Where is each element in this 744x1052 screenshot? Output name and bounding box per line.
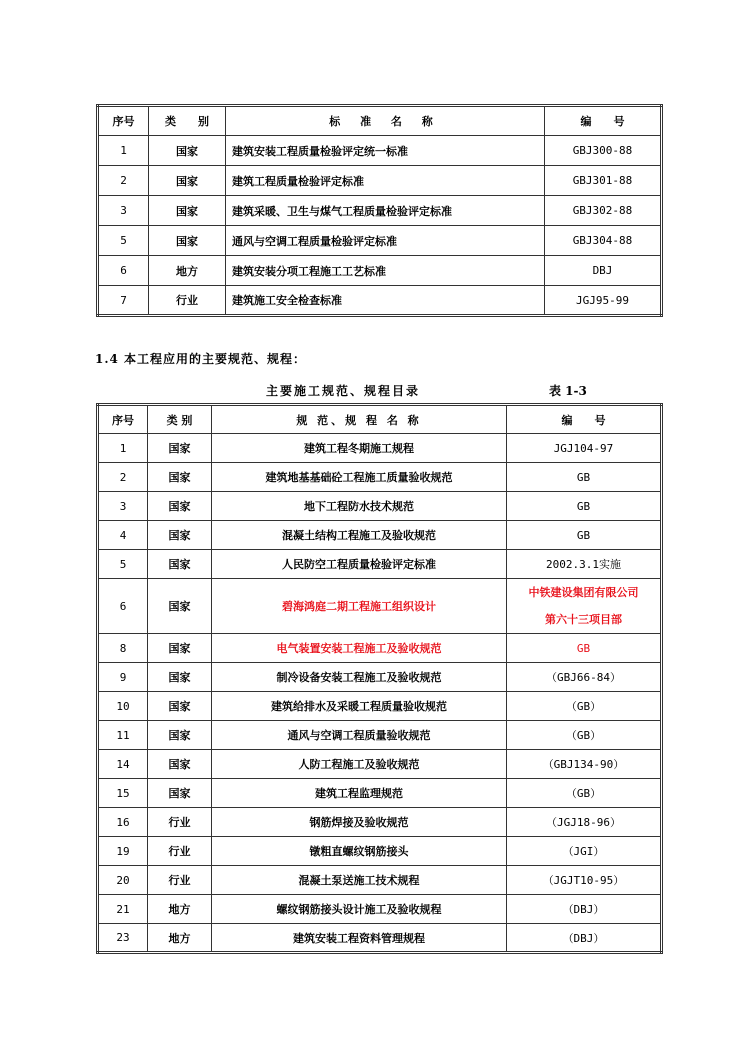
cell-category: 国家 xyxy=(148,521,212,550)
cell-code: （JGJT10-95） xyxy=(507,866,662,895)
cell-name: 螺纹钢筋接头设计施工及验收规程 xyxy=(212,895,507,924)
table-row xyxy=(98,866,662,895)
cell-code: GB xyxy=(507,634,662,663)
cell-name: 电气装置安装工程施工及验收规范 xyxy=(212,634,507,663)
cell-name: 建筑工程质量检验评定标准 xyxy=(226,166,545,196)
section-heading: 1.4 本工程应用的主要规范、规程： xyxy=(95,352,307,366)
cell-code: （DBJ） xyxy=(507,895,662,924)
cell-name: 建筑工程监理规范 xyxy=(212,779,507,808)
table-row xyxy=(98,663,662,692)
header-seq: 序号 xyxy=(98,405,148,434)
cell-code: JGJ104-97 xyxy=(507,434,662,463)
cell-category: 国家 xyxy=(148,692,212,721)
cell-code: DBJ xyxy=(545,256,662,286)
cell-seq: 16 xyxy=(98,808,148,837)
cell-code: （GBJ66-84） xyxy=(507,663,662,692)
cell-code: （JGI） xyxy=(507,837,662,866)
cell-name: 碧海鸿庭二期工程施工组织设计 xyxy=(212,579,507,634)
cell-seq: 23 xyxy=(98,924,148,953)
cell-code: （GBJ134-90） xyxy=(507,750,662,779)
cell-name: 建筑采暖、卫生与煤气工程质量检验评定标准 xyxy=(226,196,545,226)
cell-category: 行业 xyxy=(148,808,212,837)
table-row xyxy=(98,196,662,226)
cell-name: 混凝土结构工程施工及验收规范 xyxy=(212,521,507,550)
cell-seq: 5 xyxy=(98,226,149,256)
table-row xyxy=(98,136,662,166)
cell-code: 2002.3.1实施 xyxy=(507,550,662,579)
cell-category: 行业 xyxy=(148,837,212,866)
cell-seq: 6 xyxy=(98,579,148,634)
cell-seq: 11 xyxy=(98,721,148,750)
cell-category: 国家 xyxy=(149,226,226,256)
header-name: 规 范、规 程 名 称 xyxy=(212,405,507,434)
table-row-highlighted xyxy=(98,634,662,663)
cell-code: （GB） xyxy=(507,779,662,808)
cell-code: GBJ300-88 xyxy=(545,136,662,166)
cell-name: 建筑地基基础砼工程施工质量验收规范 xyxy=(212,463,507,492)
cell-category: 国家 xyxy=(148,779,212,808)
table-row xyxy=(98,895,662,924)
header-category: 类 别 xyxy=(148,405,212,434)
cell-name: 建筑安装工程质量检验评定统一标准 xyxy=(226,136,545,166)
cell-seq: 7 xyxy=(98,286,149,316)
cell-seq: 10 xyxy=(98,692,148,721)
cell-name: 建筑安装分项工程施工工艺标准 xyxy=(226,256,545,286)
cell-seq: 3 xyxy=(98,492,148,521)
table-number: 表 1-3 xyxy=(549,384,587,398)
cell-seq: 1 xyxy=(98,136,149,166)
table-row xyxy=(98,226,662,256)
cell-category: 行业 xyxy=(148,866,212,895)
cell-code: （GB） xyxy=(507,692,662,721)
cell-code: （DBJ） xyxy=(507,924,662,953)
cell-category: 国家 xyxy=(148,750,212,779)
header-code: 编 号 xyxy=(507,405,662,434)
table-caption: 主要施工规范、规程目录 xyxy=(266,384,421,398)
table-row xyxy=(98,521,662,550)
cell-seq: 2 xyxy=(98,463,148,492)
cell-category: 地方 xyxy=(148,895,212,924)
cell-name: 镦粗直螺纹钢筋接头 xyxy=(212,837,507,866)
cell-code: GBJ304-88 xyxy=(545,226,662,256)
cell-name: 人民防空工程质量检验评定标准 xyxy=(212,550,507,579)
cell-code: GB xyxy=(507,492,662,521)
cell-code-line1: 中铁建设集团有限公司 xyxy=(528,586,639,599)
cell-category: 国家 xyxy=(148,463,212,492)
cell-name: 制冷设备安装工程施工及验收规范 xyxy=(212,663,507,692)
cell-code: JGJ95-99 xyxy=(545,286,662,316)
cell-category: 地方 xyxy=(148,924,212,953)
cell-category: 国家 xyxy=(148,634,212,663)
cell-code: （JGJ18-96） xyxy=(507,808,662,837)
standards-table xyxy=(96,104,663,317)
header-seq: 序号 xyxy=(98,106,149,136)
table-row xyxy=(98,924,662,953)
cell-category: 国家 xyxy=(149,196,226,226)
cell-category: 国家 xyxy=(148,492,212,521)
cell-category: 国家 xyxy=(148,434,212,463)
table-row xyxy=(98,750,662,779)
cell-name: 建筑施工安全检查标准 xyxy=(226,286,545,316)
table-row xyxy=(98,808,662,837)
cell-seq: 21 xyxy=(98,895,148,924)
cell-code: （GB） xyxy=(507,721,662,750)
table-row xyxy=(98,779,662,808)
cell-seq: 14 xyxy=(98,750,148,779)
cell-category: 国家 xyxy=(149,136,226,166)
table-row xyxy=(98,492,662,521)
cell-seq: 5 xyxy=(98,550,148,579)
cell-category: 行业 xyxy=(149,286,226,316)
table-row xyxy=(98,837,662,866)
table-header-row xyxy=(98,106,662,136)
cell-seq: 8 xyxy=(98,634,148,663)
table-header-row xyxy=(98,405,662,434)
header-name: 标 准 名 称 xyxy=(226,106,545,136)
cell-category: 国家 xyxy=(148,663,212,692)
cell-category: 国家 xyxy=(148,579,212,634)
table-row xyxy=(98,434,662,463)
cell-name: 混凝土泵送施工技术规程 xyxy=(212,866,507,895)
table-row xyxy=(98,550,662,579)
header-category: 类 别 xyxy=(149,106,226,136)
cell-seq: 4 xyxy=(98,521,148,550)
cell-code: GB xyxy=(507,463,662,492)
header-code: 编 号 xyxy=(545,106,662,136)
table-row xyxy=(98,166,662,196)
cell-name: 通风与空调工程质量验收规范 xyxy=(212,721,507,750)
cell-seq: 2 xyxy=(98,166,149,196)
cell-category: 国家 xyxy=(148,721,212,750)
cell-category: 地方 xyxy=(149,256,226,286)
cell-code xyxy=(507,579,662,634)
cell-seq: 6 xyxy=(98,256,149,286)
cell-name: 建筑给排水及采暖工程质量验收规范 xyxy=(212,692,507,721)
specifications-table xyxy=(96,403,663,954)
cell-category: 国家 xyxy=(148,550,212,579)
cell-name: 通风与空调工程质量检验评定标准 xyxy=(226,226,545,256)
cell-category: 国家 xyxy=(149,166,226,196)
cell-seq: 3 xyxy=(98,196,149,226)
table-row xyxy=(98,692,662,721)
table-row xyxy=(98,256,662,286)
table-row xyxy=(98,463,662,492)
cell-seq: 9 xyxy=(98,663,148,692)
cell-name: 钢筋焊接及验收规范 xyxy=(212,808,507,837)
cell-seq: 20 xyxy=(98,866,148,895)
cell-name: 地下工程防水技术规范 xyxy=(212,492,507,521)
table-row xyxy=(98,286,662,316)
cell-seq: 19 xyxy=(98,837,148,866)
cell-seq: 1 xyxy=(98,434,148,463)
cell-code-line2: 第六十三项目部 xyxy=(545,613,622,626)
cell-code: GBJ302-88 xyxy=(545,196,662,226)
cell-name: 人防工程施工及验收规范 xyxy=(212,750,507,779)
table-row xyxy=(98,721,662,750)
cell-code: GBJ301-88 xyxy=(545,166,662,196)
table-row-highlighted xyxy=(98,579,662,634)
cell-seq: 15 xyxy=(98,779,148,808)
cell-name: 建筑安装工程资料管理规程 xyxy=(212,924,507,953)
cell-name: 建筑工程冬期施工规程 xyxy=(212,434,507,463)
cell-code: GB xyxy=(507,521,662,550)
